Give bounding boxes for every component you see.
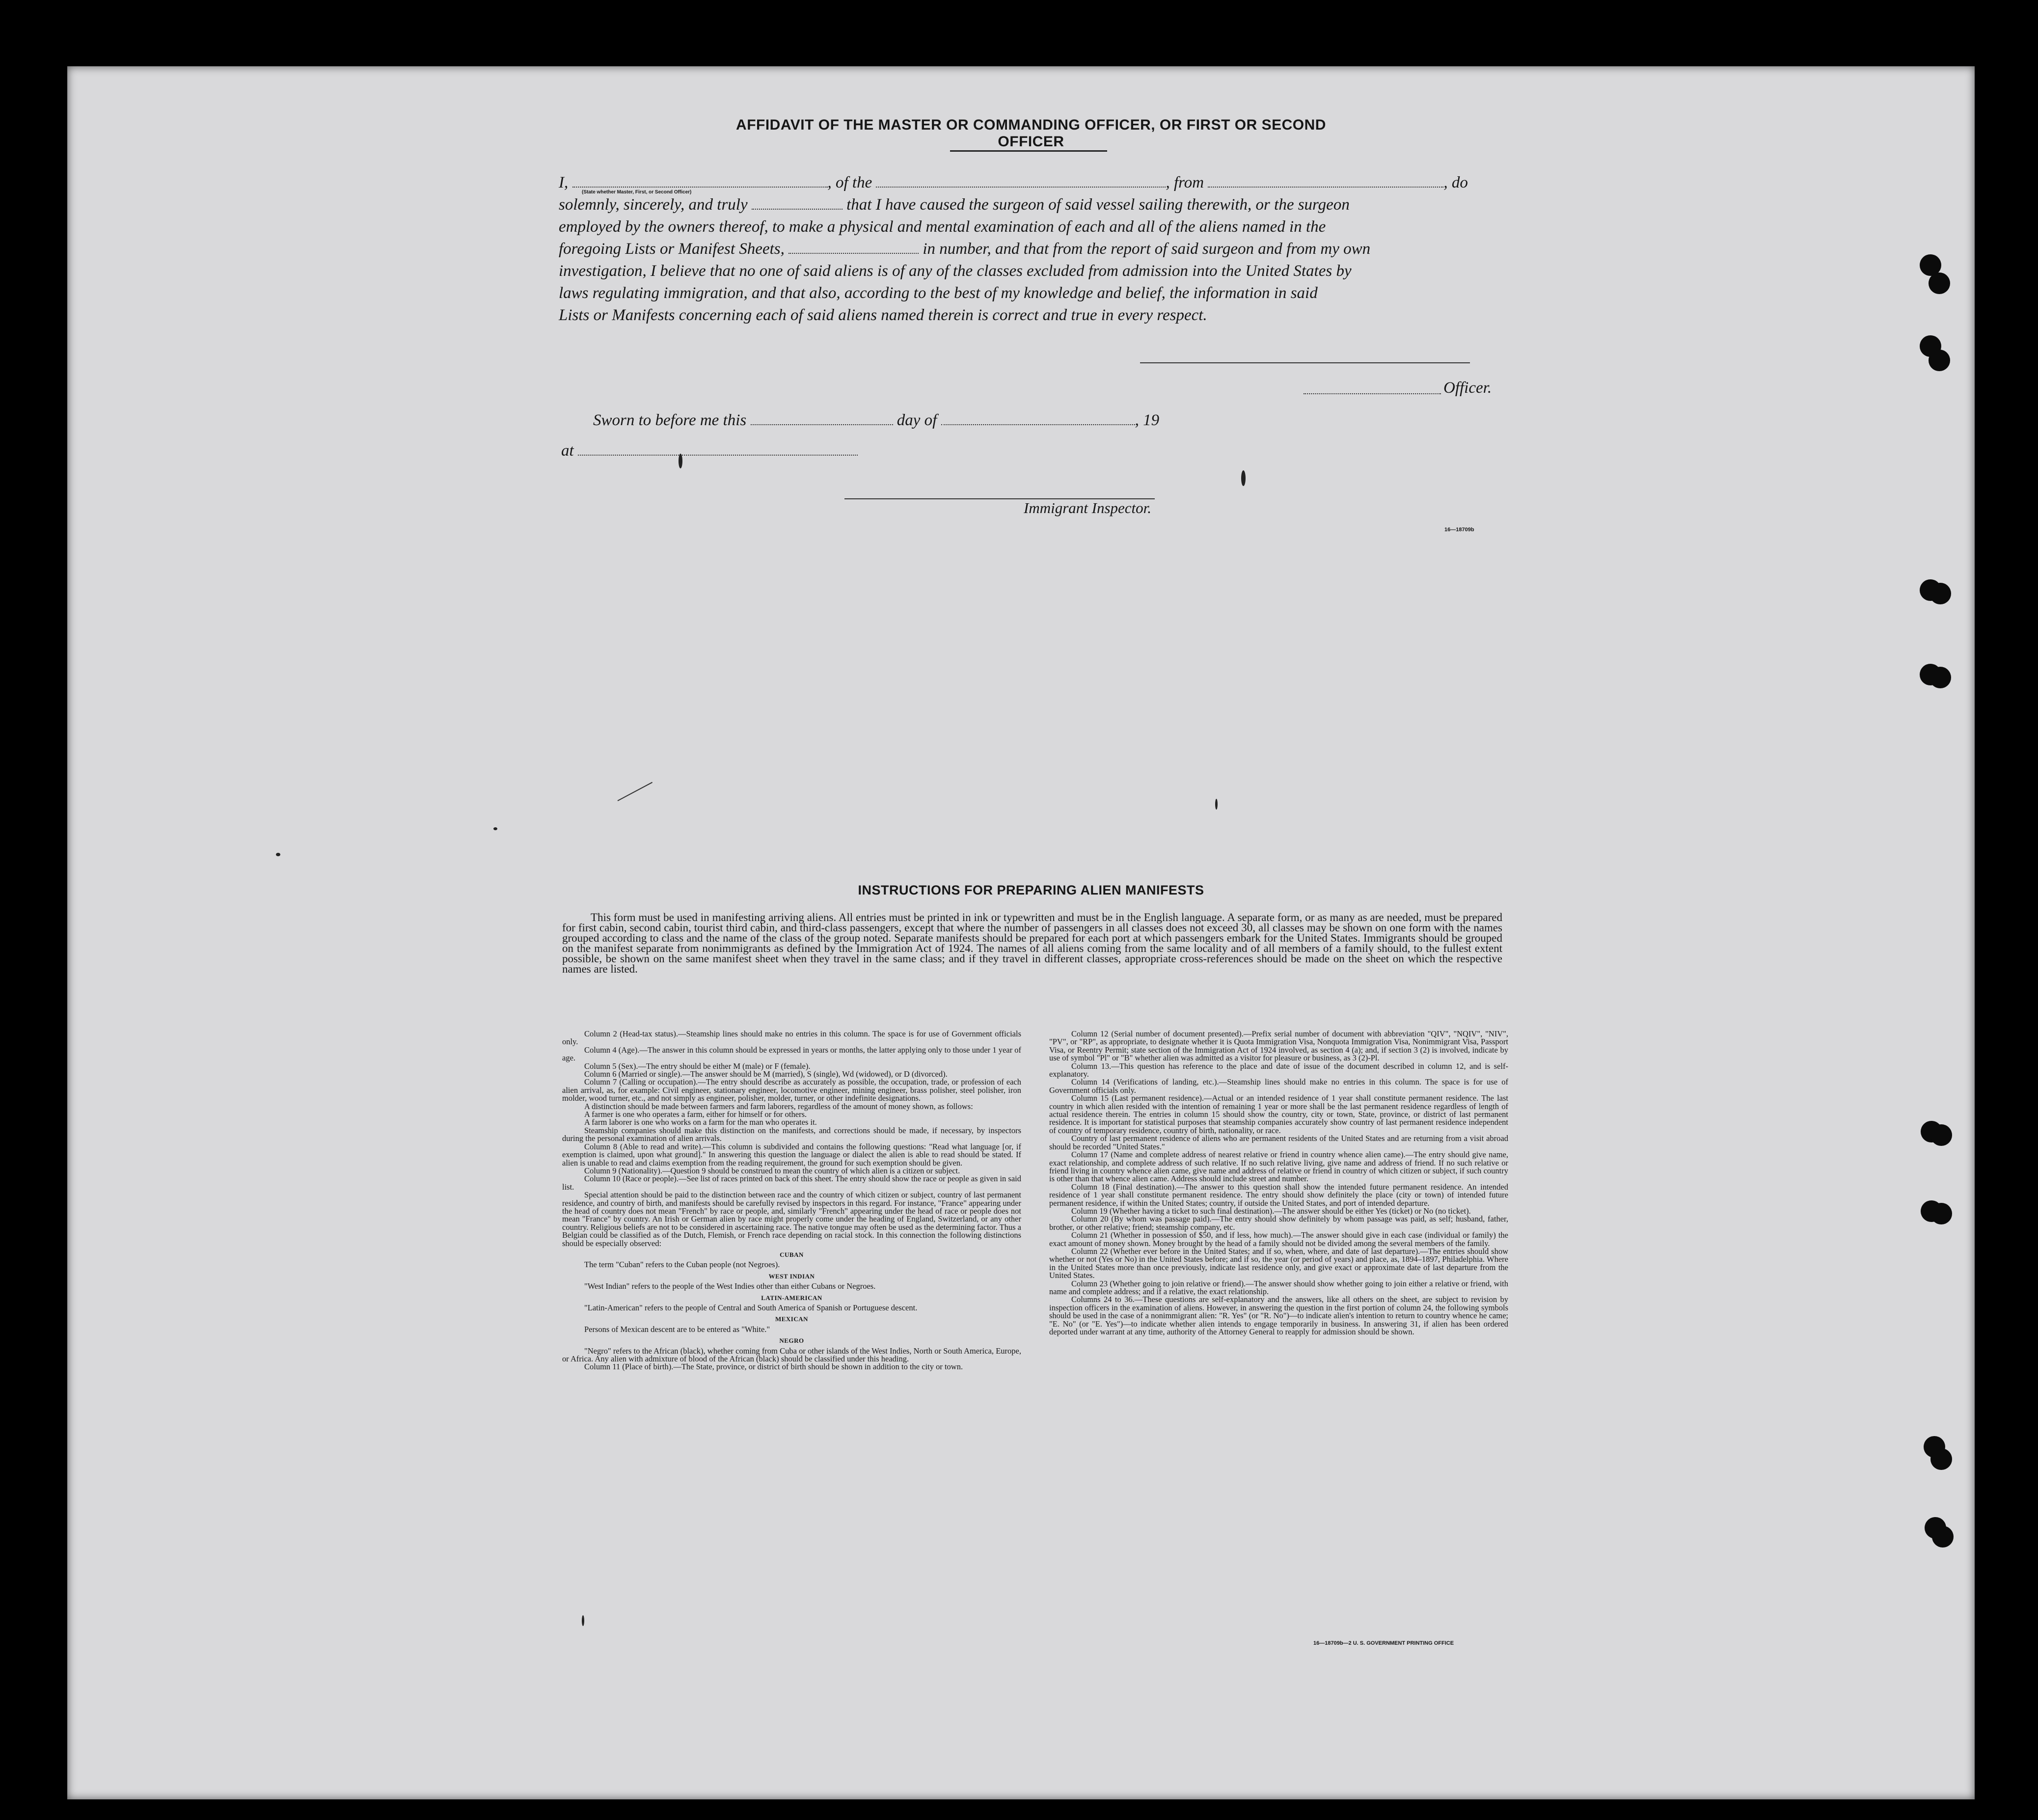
form-number: 16—18709b: [1444, 527, 1474, 533]
instruction-paragraph: Column 23 (Whether going to join relative or friend).—The answer should show whether going to join either a relative or friend, with name and complete address; and if a relative, the exact relationship.: [1049, 1278, 1508, 1296]
affidavit-body: [559, 172, 1499, 326]
binder-hole: [1929, 272, 1950, 294]
affidavit-line-7: Lists or Manifests concerning each of said aliens named therein is correct and true in every respect.: [559, 306, 1207, 324]
instruction-paragraph: Columns 24 to 36.—These questions are self-explanatory and the answers, like all others on the sheet, are subject to revision by inspection officers in the examination of aliens. However, in answering the question in the first portion of column 24, the following symbols should be used in the case of a nonimmigrant alien: "R. Yes" (or "R. No")—to indicate alien's intention to return to country whence he came; "E. No" (or "E. Yes")—to indicate whether alien intends to engage temporarily in business. In answering 31, if alien has been ordered deported under warrant at any time, authority of the Attorney General to reapply for admission should be shown.: [1049, 1295, 1508, 1337]
instruction-paragraph: The term "Cuban" refers to the Cuban people (not Negroes).: [584, 1260, 780, 1270]
instruction-paragraph: Column 17 (Name and complete address of nearest relative or friend in country whence alien came).—The entry should give name, exact relationship, and complete address of such relative. If no such relative living, give name and address of friend. If no such relative or friend living in country whence alien came, give name and address of relative or friend in country of which citizen or subject, if such country is other than that whence alien came. Address should include street and number.: [1049, 1150, 1508, 1184]
ink-speck: [276, 853, 280, 856]
binder-hole: [1929, 350, 1950, 371]
instruction-paragraph: Special attention should be paid to the distinction between race and the country of which citizen or subject, country of last permanent residence, and country of birth, and manifests should be carefully revised by inspectors in this regard. For instance, "France" appearing under the head of country does not mean "French" by race or people, and, similarly "French" appearing under the head of race or people does not mean "France" by country. An Irish or German alien by race might properly come under the heading of England, Switzerland, or any other country. Religious beliefs are not to be considered in ascertaining race. The native tongue may often be used as the determining factor. Thus a Belgian could be classified as of the Dutch, Flemish, or French race depending on racial stock. In this connection the following distinctions should be especially observed:: [562, 1190, 1021, 1248]
affidavit-line-3: employed by the owners thereof, to make a physical and mental examination of each and all of the aliens named in the: [559, 218, 1326, 236]
instruction-paragraph: A distinction should be made between farmers and farm laborers, regardless of the amount of money shown, as follows:: [584, 1101, 973, 1111]
instruction-paragraph: Column 11 (Place of birth).—The State, province, or district of birth should be shown in addition to the city or town.: [584, 1362, 963, 1372]
instruction-paragraph: Column 21 (Whether in possession of $50, and if less, how much).—The answer should give in each case (individual or family) the exact amount of money shown. Money brought by the head of a family should not be divided among the several members of the family.: [1049, 1230, 1508, 1248]
instruction-paragraph: Column 14 (Verifications of landing, etc.).—Steamship lines should make no entries in this column. The space is for use of Government officials only.: [1049, 1077, 1508, 1095]
ink-speck: [1241, 470, 1246, 486]
affidavit-line-4: foregoing Lists or Manifest Sheets, in number, and that from the report of said surgeon and from my own: [559, 240, 1371, 258]
instructions-title: INSTRUCTIONS FOR PREPARING ALIEN MANIFESTS: [858, 883, 1204, 897]
do-label: , do: [1443, 174, 1468, 191]
instructions-left-column: [562, 1030, 1021, 1371]
instructions-intro: This form must be used in manifesting arriving aliens. All entries must be printed in ink or typewritten and must be in the English language. A separate form, or as many as are needed, must be prepared for first cabin, second cabin, tourist third cabin, and third-class passengers, except that where the number of passengers in all classes does not exceed 30, all classes may be shown on one form with the names grouped according to class and the name of the class of the group noted. Separate manifests should be prepared for each port at which passengers embark for the United States. Immigrants should be grouped on the manifest separate from nonimmigrants as defined by the Immigration Act of 1924. The names of all aliens coming from the same locality and of all members of a family should, to the fullest extent possible, be shown on the same manifest sheet when they travel in the same class; and if they travel in different classes, appropriate cross-references should be made on the sheet on which the respective names are listed.: [562, 911, 1502, 975]
instruction-paragraph: Column 9 (Nationality).—Question 9 should be construed to mean the country of which alien is a citizen or subject.: [584, 1166, 960, 1175]
instruction-paragraph: Column 12 (Serial number of document presented).—Prefix serial number of document with abbreviation "QIV", "NQIV", "NIV", "PV", or "RP", as appropriate, to designate whether it is Quota Immigration Visa, Nonquota Immigration Visa, Nonimmigrant Visa, Passport Visa, or Reentry Permit; state section of the Immigration Act of 1924 involved, as section 4 (a); and, if section 3 (2) is involved, indicate by use of symbol "Pl" or "B" whether alien was admitted as a visitor for pleasure or business, as 3 (2)-Pl.: [1049, 1029, 1508, 1063]
instruction-paragraph: Column 4 (Age).—The answer in this column should be expressed in years or months, the latter applying only to those under 1 year of age.: [562, 1045, 1021, 1063]
oath-blank[interactable]: [752, 209, 842, 210]
at-place-blank[interactable]: [578, 455, 858, 456]
instruction-paragraph: Column 13.—This question has reference to the place and date of issue of the document described in column 12, and is self-explanatory.: [1049, 1061, 1508, 1079]
sworn-day-blank[interactable]: [751, 424, 893, 425]
instruction-paragraph: Column 18 (Final destination).—The answer to this question shall show the intended future permanent residence. An intended residence of 1 year shall constitute permanent residence. The entry should show definitely the place (city or town) of intended future permanent residence, if within the United States; country, if outside the United States, and port of intended departure.: [1049, 1182, 1508, 1208]
instruction-paragraph: Column 2 (Head-tax status).—Steamship lines should make no entries in this column. The space is for use of Government officials only.: [562, 1029, 1021, 1047]
of-the-label: , of the: [827, 174, 872, 191]
affidavit-line-6: laws regulating immigration, and that also, according to the best of my knowledge and belief, the information in said: [559, 284, 1318, 302]
ink-speck: [1215, 799, 1218, 810]
i-label: I,: [559, 174, 569, 191]
race-heading: LATIN-AMERICAN: [761, 1294, 822, 1302]
binder-hole: [1930, 1203, 1952, 1224]
race-heading: NEGRO: [779, 1337, 804, 1345]
race-heading: MEXICAN: [775, 1315, 809, 1323]
sheet-count-blank[interactable]: [788, 253, 919, 254]
binder-hole: [1932, 1526, 1954, 1548]
port-from-blank[interactable]: [1208, 187, 1443, 188]
printing-office-footer: 16—18709b—2 U. S. GOVERNMENT PRINTING OFFICE: [1313, 1640, 1454, 1646]
instruction-paragraph: Column 20 (By whom was passage paid).—The entry should show definitely by whom passage was paid, as self; husband, father, brother, or other relative; friend; steamship company, etc.: [1049, 1214, 1508, 1232]
affidavit-line-2: solemnly, sincerely, and truly that I have caused the surgeon of said vessel sailing therewith, or the surgeon: [559, 196, 1350, 214]
instruction-paragraph: Column 8 (Able to read and write).—This column is subdivided and contains the following questions: "Read what language [or, if exemption is claimed, upon what ground]." In answering this question the language or dialect the alien is able to read should be stated. If alien is unable to read and claims exemption from the reading requirement, the ground for such exemption should be given.: [562, 1141, 1021, 1168]
binder-hole: [1930, 1124, 1952, 1146]
instruction-paragraph: A farm laborer is one who works on a farm for the man who operates it.: [584, 1117, 817, 1127]
binder-hole: [1930, 1448, 1952, 1470]
instruction-paragraph: Column 15 (Last permanent residence).—Actual or an intended residence of 1 year shall constitute permanent residence. The last country in which alien resided with the intention of remaining 1 year or more shall be the last permanent residence regardless of length of actual residence therein. The entries in column 15 should show the country, city or town, State, province, or district of last permanent residence. It is important for statistical purposes that steamship companies accurately show country of last permanent residence independent of country of temporary residence, country of birth, nationality, or race.: [1049, 1093, 1508, 1135]
instruction-paragraph: "Negro" refers to the African (black), whether coming from Cuba or other islands of the West Indies, North or South America, Europe, or Africa. Any alien with admixture of blood of the African (black) should be classified under this heading.: [562, 1346, 1021, 1364]
master-signature-line[interactable]: [1140, 362, 1470, 363]
affidavit-line-1: [559, 172, 1499, 194]
ink-speck: [679, 454, 682, 468]
binder-hole: [1929, 583, 1951, 604]
sworn-month-blank[interactable]: [941, 424, 1135, 425]
inspector-label: Immigrant Inspector.: [1024, 499, 1152, 516]
officer-label: Officer.: [1443, 379, 1492, 397]
vessel-name-blank[interactable]: [876, 187, 1166, 188]
instruction-paragraph: Persons of Mexican descent are to be entered as "White.": [584, 1324, 770, 1334]
rank-note: (State whether Master, First, or Second Officer): [582, 190, 692, 195]
instruction-paragraph: Column 6 (Married or single).—The answer should be M (married), S (single), Wd (widowed), or D (divorced).: [584, 1069, 948, 1079]
ink-speck: [493, 827, 497, 830]
affidavit-title: AFFIDAVIT OF THE MASTER OR COMMANDING OFFICER, OR FIRST OR SECOND OFFICER: [736, 117, 1326, 150]
instruction-paragraph: Column 10 (Race or people).—See list of races printed on back of this sheet. The entry should show the race or people as given in said list.: [562, 1174, 1022, 1192]
race-heading: CUBAN: [780, 1250, 804, 1258]
instruction-paragraph: "Latin-American" refers to the people of Central and South America of Spanish or Portuguese descent.: [584, 1303, 918, 1312]
instruction-paragraph: Column 7 (Calling or occupation).—The entry should describe as accurately as possible, the occupation, trade, or profession of each alien arrival, as, for example: Civil engineer, stationary engineer, locomotive engineer, mining engineer, brass polisher, steel polisher, iron molder, wood turner, etc., and not simply as engineer, polisher, molder, turner, or other indefinite designations.: [562, 1077, 1021, 1103]
affidavit-line-5: investigation, I believe that no one of said aliens is of any of the classes excluded from admission into the United States by: [559, 262, 1352, 280]
race-heading: WEST INDIAN: [768, 1272, 815, 1280]
instruction-paragraph: "West Indian" refers to the people of the West Indies other than either Cubans or Negroes.: [584, 1281, 876, 1291]
title-underline: [950, 150, 1107, 152]
instruction-paragraph: A farmer is one who operates a farm, either for himself or for others.: [584, 1110, 807, 1119]
instruction-paragraph: Column 22 (Whether ever before in the United States; and if so, when, where, and date of last departure).—The entries should show whether or not (Yes or No) in the United States before; and if so, the year (or period of years) and place, as, 1894–1897, Philadelphia. Where in the United States more than once previously, indicate last residence only, and give exact or approximate date of last departure from the United States.: [1049, 1246, 1508, 1280]
officer-rank-blank[interactable]: [572, 187, 828, 188]
instruction-paragraph: Column 19 (Whether having a ticket to such final destination).—The answer should be either Yes (ticket) or No (no ticket).: [1071, 1206, 1471, 1216]
at-line: at: [561, 442, 858, 460]
instruction-paragraph: Steamship companies should make this distinction on the manifests, and corrections should be made, if necessary, by inspectors during the personal examination of alien arrivals.: [562, 1125, 1021, 1143]
instruction-paragraph: Country of last permanent residence of aliens who are permanent residents of the United States and are returning from a visit abroad should be recorded "United States.": [1049, 1134, 1508, 1151]
binder-hole: [1929, 667, 1951, 688]
instructions-right-column: [1049, 1030, 1508, 1336]
instruction-paragraph: Column 5 (Sex).—The entry should be either M (male) or F (female).: [584, 1061, 811, 1071]
from-label: , from: [1166, 174, 1204, 191]
ink-speck: [582, 1615, 584, 1626]
officer-rank-signature-line[interactable]: [1304, 393, 1441, 394]
sworn-line: Sworn to before me this day of , 19: [593, 411, 1160, 429]
